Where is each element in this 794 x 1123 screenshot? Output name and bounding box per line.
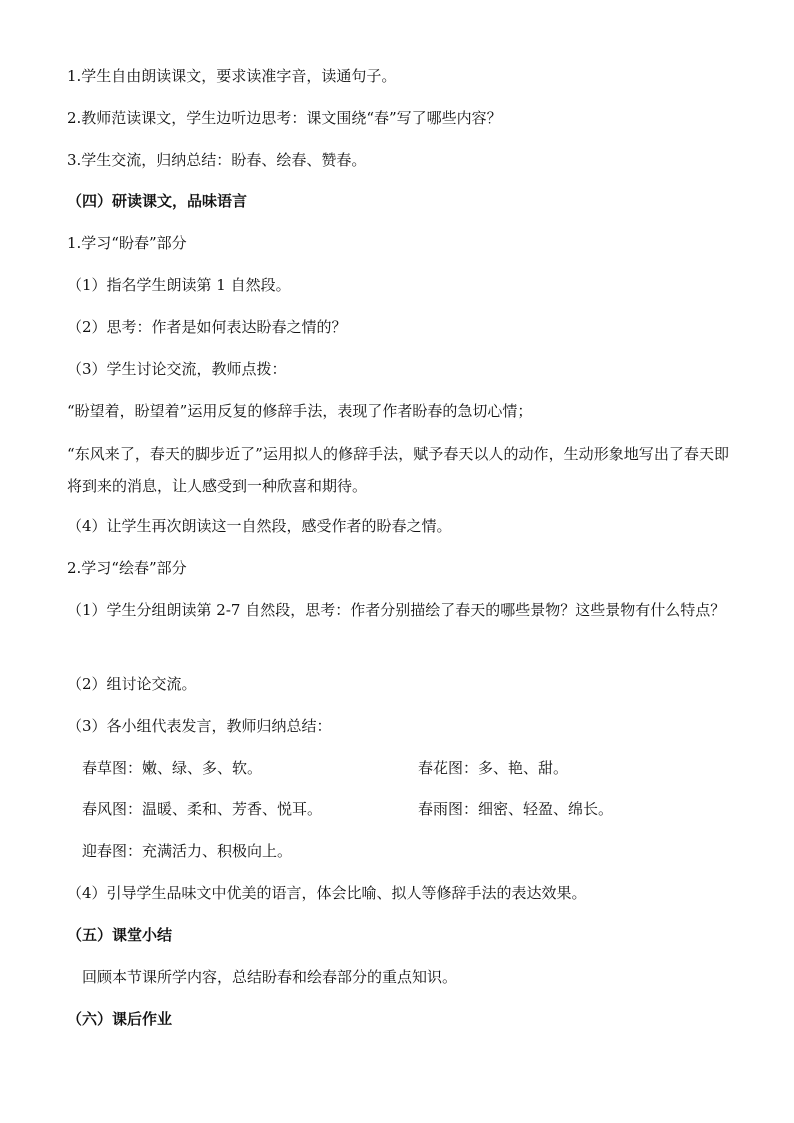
subsection-1-heading: 1.学习“盼春”部分 [67,234,187,252]
item-2-2-text: （2）组讨论交流。 [67,675,197,693]
subsection-2-heading: 2.学习“绘春”部分 [67,559,187,577]
section-5-body: 回顾本节课所学内容，总结盼春和绘春部分的重点知识。 [82,968,458,986]
summary-spring-wind: 春风图：温暖、柔和、芳香、悦耳。 [82,800,323,818]
step-3-text: 3.学生交流，归纳总结：盼春、绘春、赞春。 [67,151,367,169]
summary-spring-flowers: 春花图：多、艳、甜。 [418,759,569,777]
item-2-3-text: （3）各小组代表发言，教师归纳总结： [67,717,332,735]
item-1-4-text: （4）让学生再次朗读这一自然段，感受作者的盼春之情。 [67,517,452,535]
summary-spring-rain: 春雨图：细密、轻盈、绵长。 [418,800,614,818]
item-2-4-text: （4）引导学生品味文中优美的语言，体会比喻、拟人等修辞手法的表达效果。 [67,884,587,902]
summary-spring-grass: 春草图：嫩、绿、多、软。 [82,759,263,777]
summary-welcoming-spring: 迎春图：充满活力、积极向上。 [82,842,293,860]
section-6-heading: （六）课后作业 [67,1010,173,1028]
step-1-text: 1.学生自由朗读课文，要求读准字音，读通句子。 [67,67,397,85]
section-5-heading: （五）课堂小结 [67,926,173,944]
step-2-text: 2.教师范读课文，学生边听边思考：课文围绕“春”写了哪些内容？ [67,109,502,127]
item-1-3-text: （3）学生讨论交流，教师点拨： [67,360,287,378]
item-2-1-paragraph: （1）学生分组朗读第 2-7 自然段，思考：作者分别描绘了春天的哪些景物？这些景物有什么特点？ [67,601,726,619]
analysis-2-paragraph: “东风来了，春天的脚步近了”运用拟人的修辞手法，赋予春天以人的动作，生动形象地写出了春天即将到来的消息，让人感受到一种欣喜和期待。 [67,445,729,495]
item-1-1-text: （1）指名学生朗读第 1 自然段。 [67,276,291,294]
item-1-2-text: （2）思考：作者是如何表达盼春之情的？ [67,318,347,336]
analysis-1-text: “盼望着，盼望着”运用反复的修辞手法，表现了作者盼春的急切心情； [67,402,533,420]
section-4-heading: （四）研读课文，品味语言 [67,192,248,210]
